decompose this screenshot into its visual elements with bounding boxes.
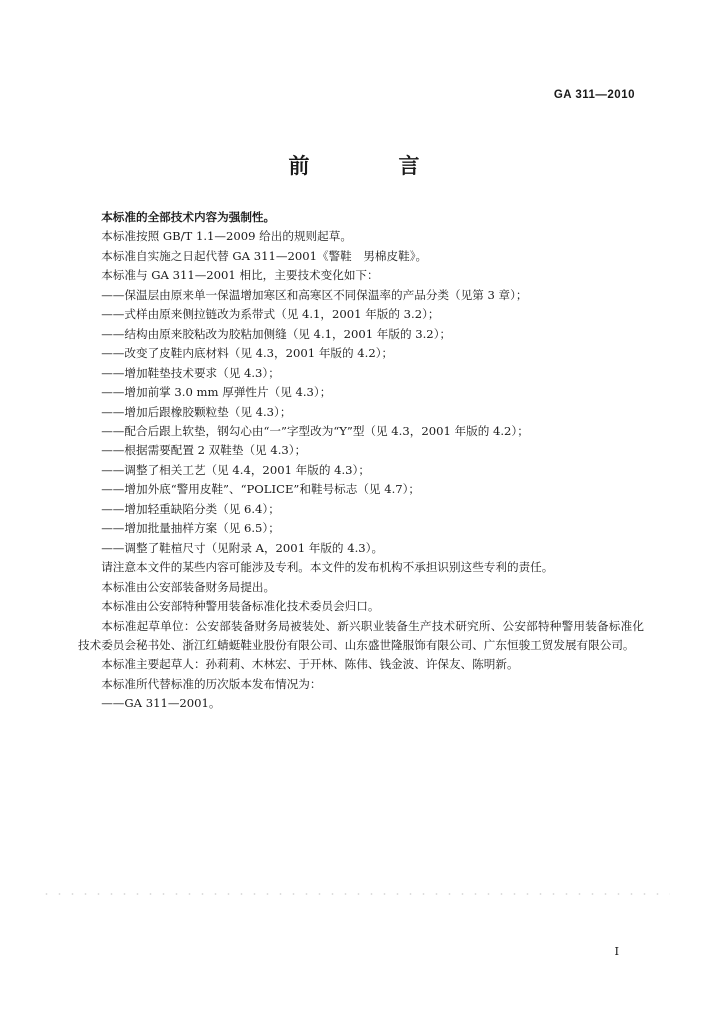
change-item: ——保温层由原来单一保温增加寒区和高寒区不同保温率的产品分类（见第 3 章）； <box>101 287 528 302</box>
change-item: ——配合后跟上软垫，钢勾心由“一”字型改为“Y”型（见 4.3，2001 年版的 4.2）； <box>101 423 529 438</box>
paragraph-drafting-units: 本标准起草单位：公安部装备财务局被装处、新兴职业装备生产技术研究所、公安部特种警用装备标准化技术委员会秘书处、浙江红蜻蜓鞋业股份有限公司、山东盛世隆服饰有限公司、广东恒骏工贸发展有限公司。 <box>78 618 644 652</box>
change-item: ——增加前掌 3.0 mm 厚弹性片（见 4.3）； <box>101 385 332 400</box>
foreword-body <box>78 208 644 714</box>
change-item: ——增加外底“警用皮鞋”、“POLICE”和鞋号标志（见 4.7）； <box>101 482 421 497</box>
change-item: ——结构由原来胶粘改为胶粘加侧缝（见 4.1，2001 年版的 3.2）； <box>101 326 452 341</box>
change-item: ——根据需要配置 2 双鞋垫（见 4.3）； <box>101 443 307 458</box>
paragraph-proposed-by: 本标准由公安部装备财务局提出。 <box>101 579 276 594</box>
paragraph-history-intro: 本标准所代替标准的历次版本发布情况为： <box>101 676 322 691</box>
paragraph-mandatory: 本标准的全部技术内容为强制性。 <box>101 210 276 224</box>
paragraph-drafters: 本标准主要起草人：孙莉莉、木林宏、于开林、陈伟、钱金波、许保友、陈明新。 <box>101 657 519 672</box>
change-item: ——调整了相关工艺（见 4.4，2001 年版的 4.3）； <box>101 462 370 477</box>
change-item: ——增加鞋垫技术要求（见 4.3）； <box>101 365 280 380</box>
scan-noise-divider <box>40 892 670 896</box>
paragraph-patent-notice: 请注意本文件的某些内容可能涉及专利。本文件的发布机构不承担识别这些专利的责任。 <box>101 560 554 575</box>
change-item: ——增加后跟橡胶颗粒垫（见 4.3）； <box>101 404 292 419</box>
change-item: ——增加批量抽样方案（见 6.5）； <box>101 521 280 536</box>
paragraph-drafting-rules: 本标准按照 GB/T 1.1—2009 给出的规则起草。 <box>101 229 352 244</box>
change-item: ——调整了鞋楦尺寸（见附录 A，2001 年版的 4.3）。 <box>101 540 384 555</box>
header-doc-code: GA 311—2010 <box>553 89 635 101</box>
change-item: ——式样由原来侧拉链改为系带式（见 4.1，2001 年版的 3.2）； <box>101 307 440 322</box>
page-number: I <box>614 944 619 958</box>
paragraph-replaces: 本标准自实施之日起代替 GA 311—2001《警鞋 男棉皮鞋》。 <box>101 248 428 263</box>
page-title: 前 言 <box>288 153 454 178</box>
paragraph-changes-intro: 本标准与 GA 311—2001 相比，主要技术变化如下： <box>101 268 379 283</box>
change-item: ——改变了皮鞋内底材料（见 4.3，2001 年版的 4.2）； <box>101 346 394 361</box>
paragraph-managed-by: 本标准由公安部特种警用装备标准化技术委员会归口。 <box>101 599 380 614</box>
history-item: ——GA 311—2001。 <box>101 696 221 711</box>
change-item: ——增加轻重缺陷分类（见 6.4）； <box>101 501 280 516</box>
